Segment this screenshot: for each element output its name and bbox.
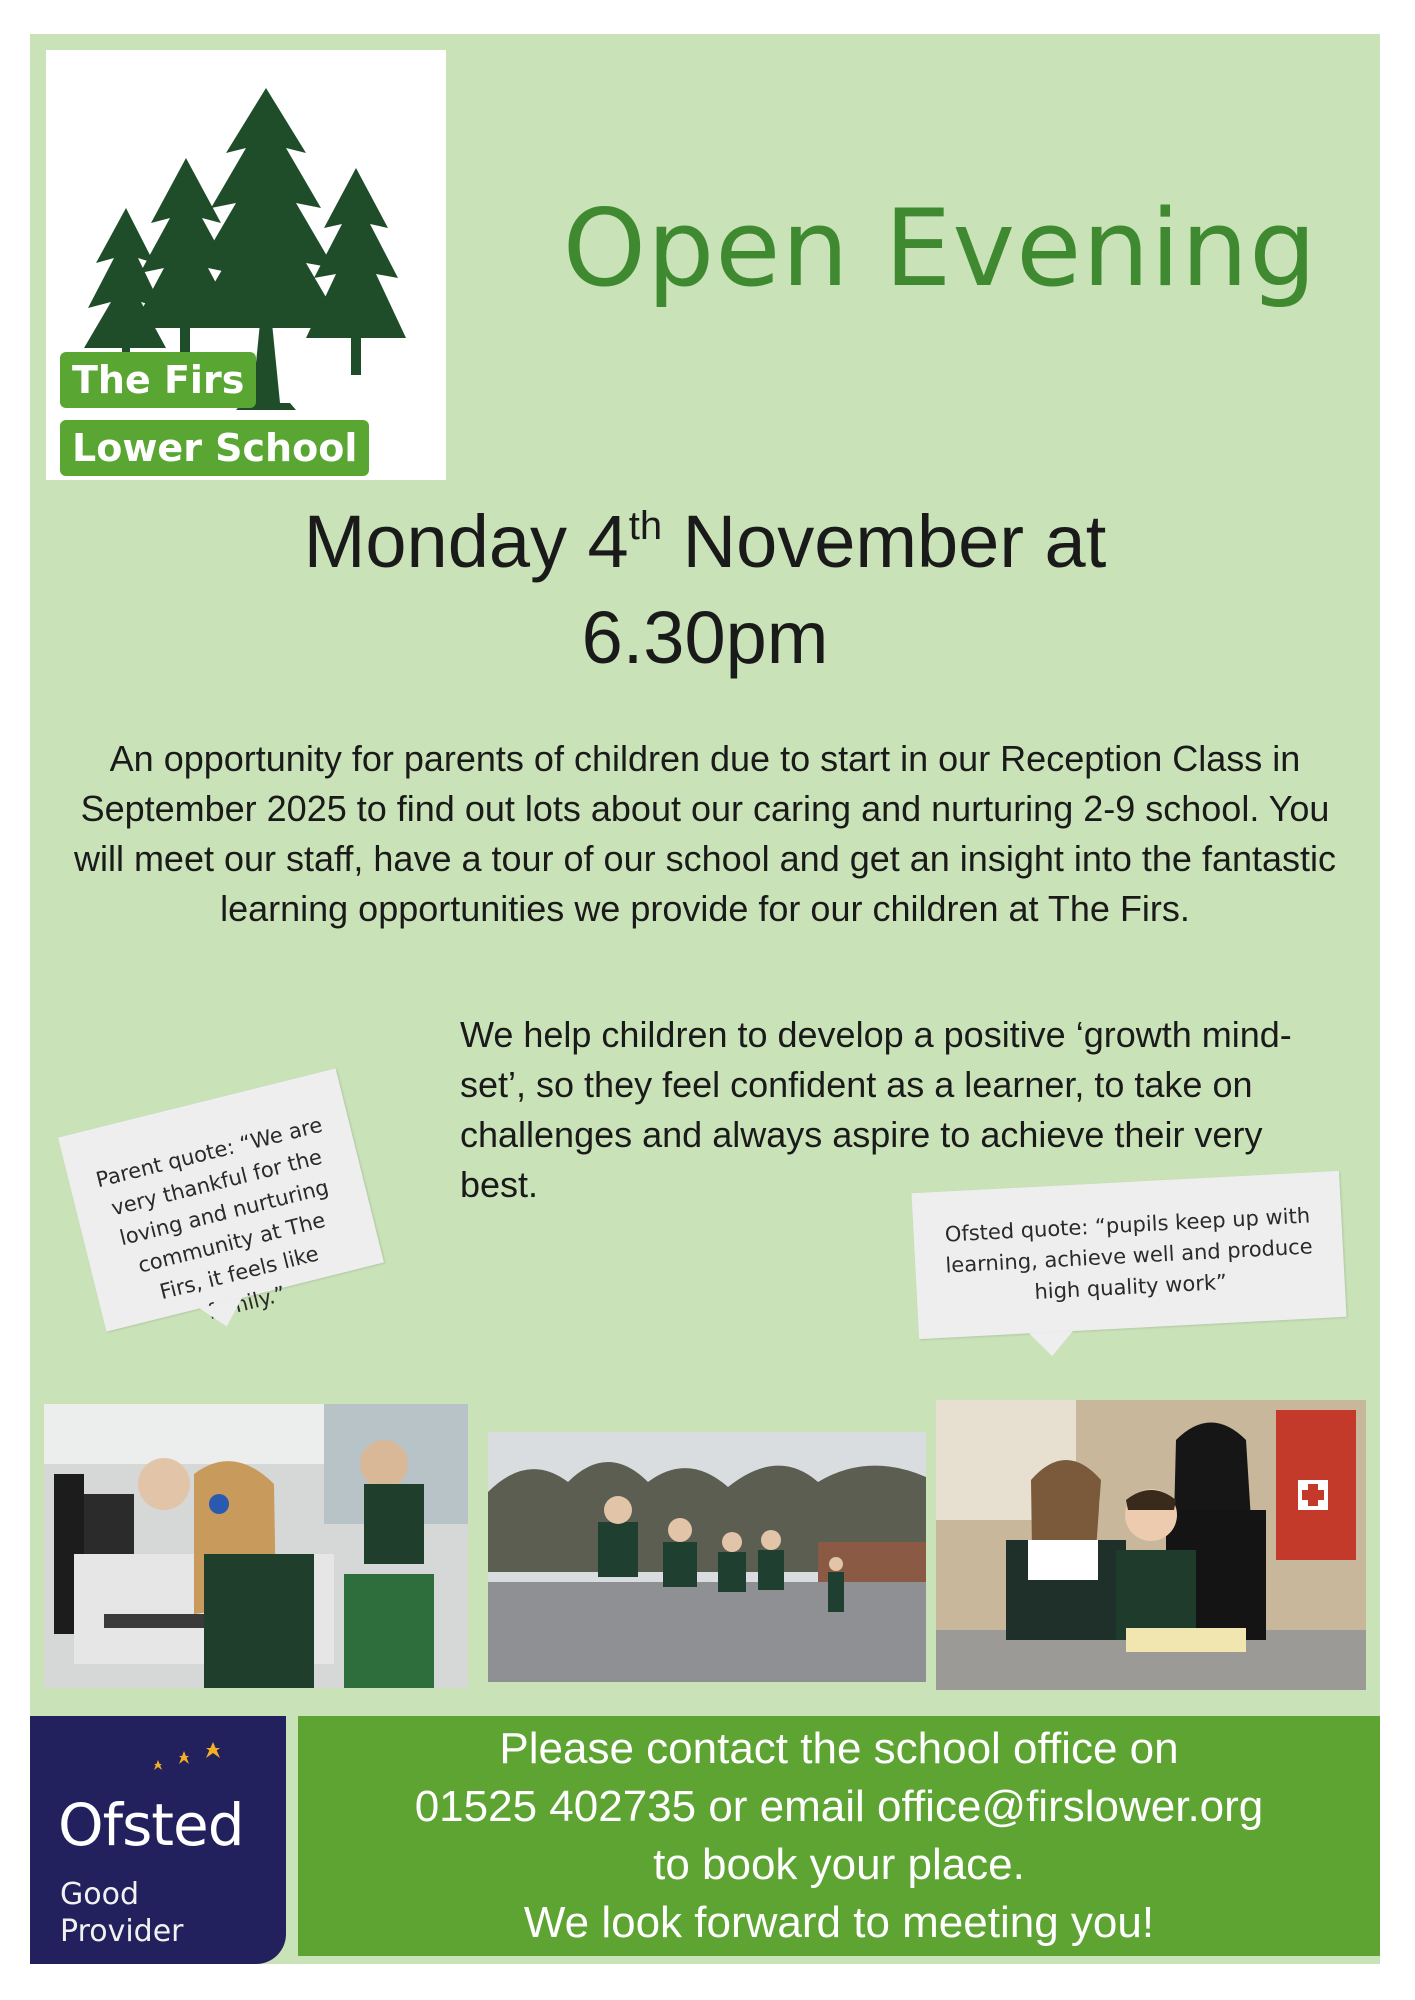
logo-school-name-line2: Lower School xyxy=(60,420,369,476)
page-title: Open Evening xyxy=(562,187,1318,310)
event-date xyxy=(30,494,1380,686)
ofsted-grade-line1: Good xyxy=(60,1877,139,1912)
growth-mindset-paragraph: We help children to develop a positive ‘growth mind-set’, so they feel confident as a learner, to take on challenges and always aspire to achieve their very best. xyxy=(460,1014,1292,1205)
photo-reading-with-teacher xyxy=(936,1400,1366,1690)
parent-quote-bubble xyxy=(58,1068,384,1331)
ofsted-good-provider-badge xyxy=(30,1716,286,1964)
speech-tail xyxy=(1029,1331,1074,1357)
photo-computer-class xyxy=(44,1404,468,1688)
ofsted-grade-line2: Provider xyxy=(60,1914,184,1949)
intro-paragraph: An opportunity for parents of children due to start in our Reception Class in September 2025 to find out lots about our caring and nurturing 2-9 school. You will meet our staff, have a tour of our school and get an insight into the fantastic learning opportunities we provide for our children at The Firs. xyxy=(73,738,1337,929)
contact-banner xyxy=(298,1716,1380,1956)
ofsted-brand: Ofsted xyxy=(58,1791,244,1859)
photo-playground-jumping xyxy=(488,1432,926,1682)
logo-school-name-line1: The Firs xyxy=(60,352,256,408)
event-time: 6.30pm xyxy=(581,596,829,679)
contact-line-1: Please contact the school office on xyxy=(499,1724,1179,1773)
contact-line-4: We look forward to meeting you! xyxy=(523,1898,1155,1947)
parent-quote-text: Parent quote: “We are very thankful for the loving and nurturing community at The Firs, it feels like family.” xyxy=(93,1112,332,1325)
date-rest: November at xyxy=(662,500,1107,583)
contact-line-3: to book your place. xyxy=(653,1840,1025,1889)
date-prefix: Monday 4 xyxy=(303,500,629,583)
ofsted-stars-icon xyxy=(134,1740,244,1790)
date-ordinal-suffix: th xyxy=(628,504,663,548)
ofsted-quote-bubble xyxy=(911,1171,1346,1339)
flyer xyxy=(30,34,1380,1964)
ofsted-grade xyxy=(60,1876,184,1950)
school-logo xyxy=(46,50,446,480)
ofsted-quote-text: Ofsted quote: “pupils keep up with learning, achieve well and produce high quality work” xyxy=(944,1203,1314,1304)
contact-line-2: 01525 402735 or email office@firslower.org xyxy=(414,1782,1264,1831)
